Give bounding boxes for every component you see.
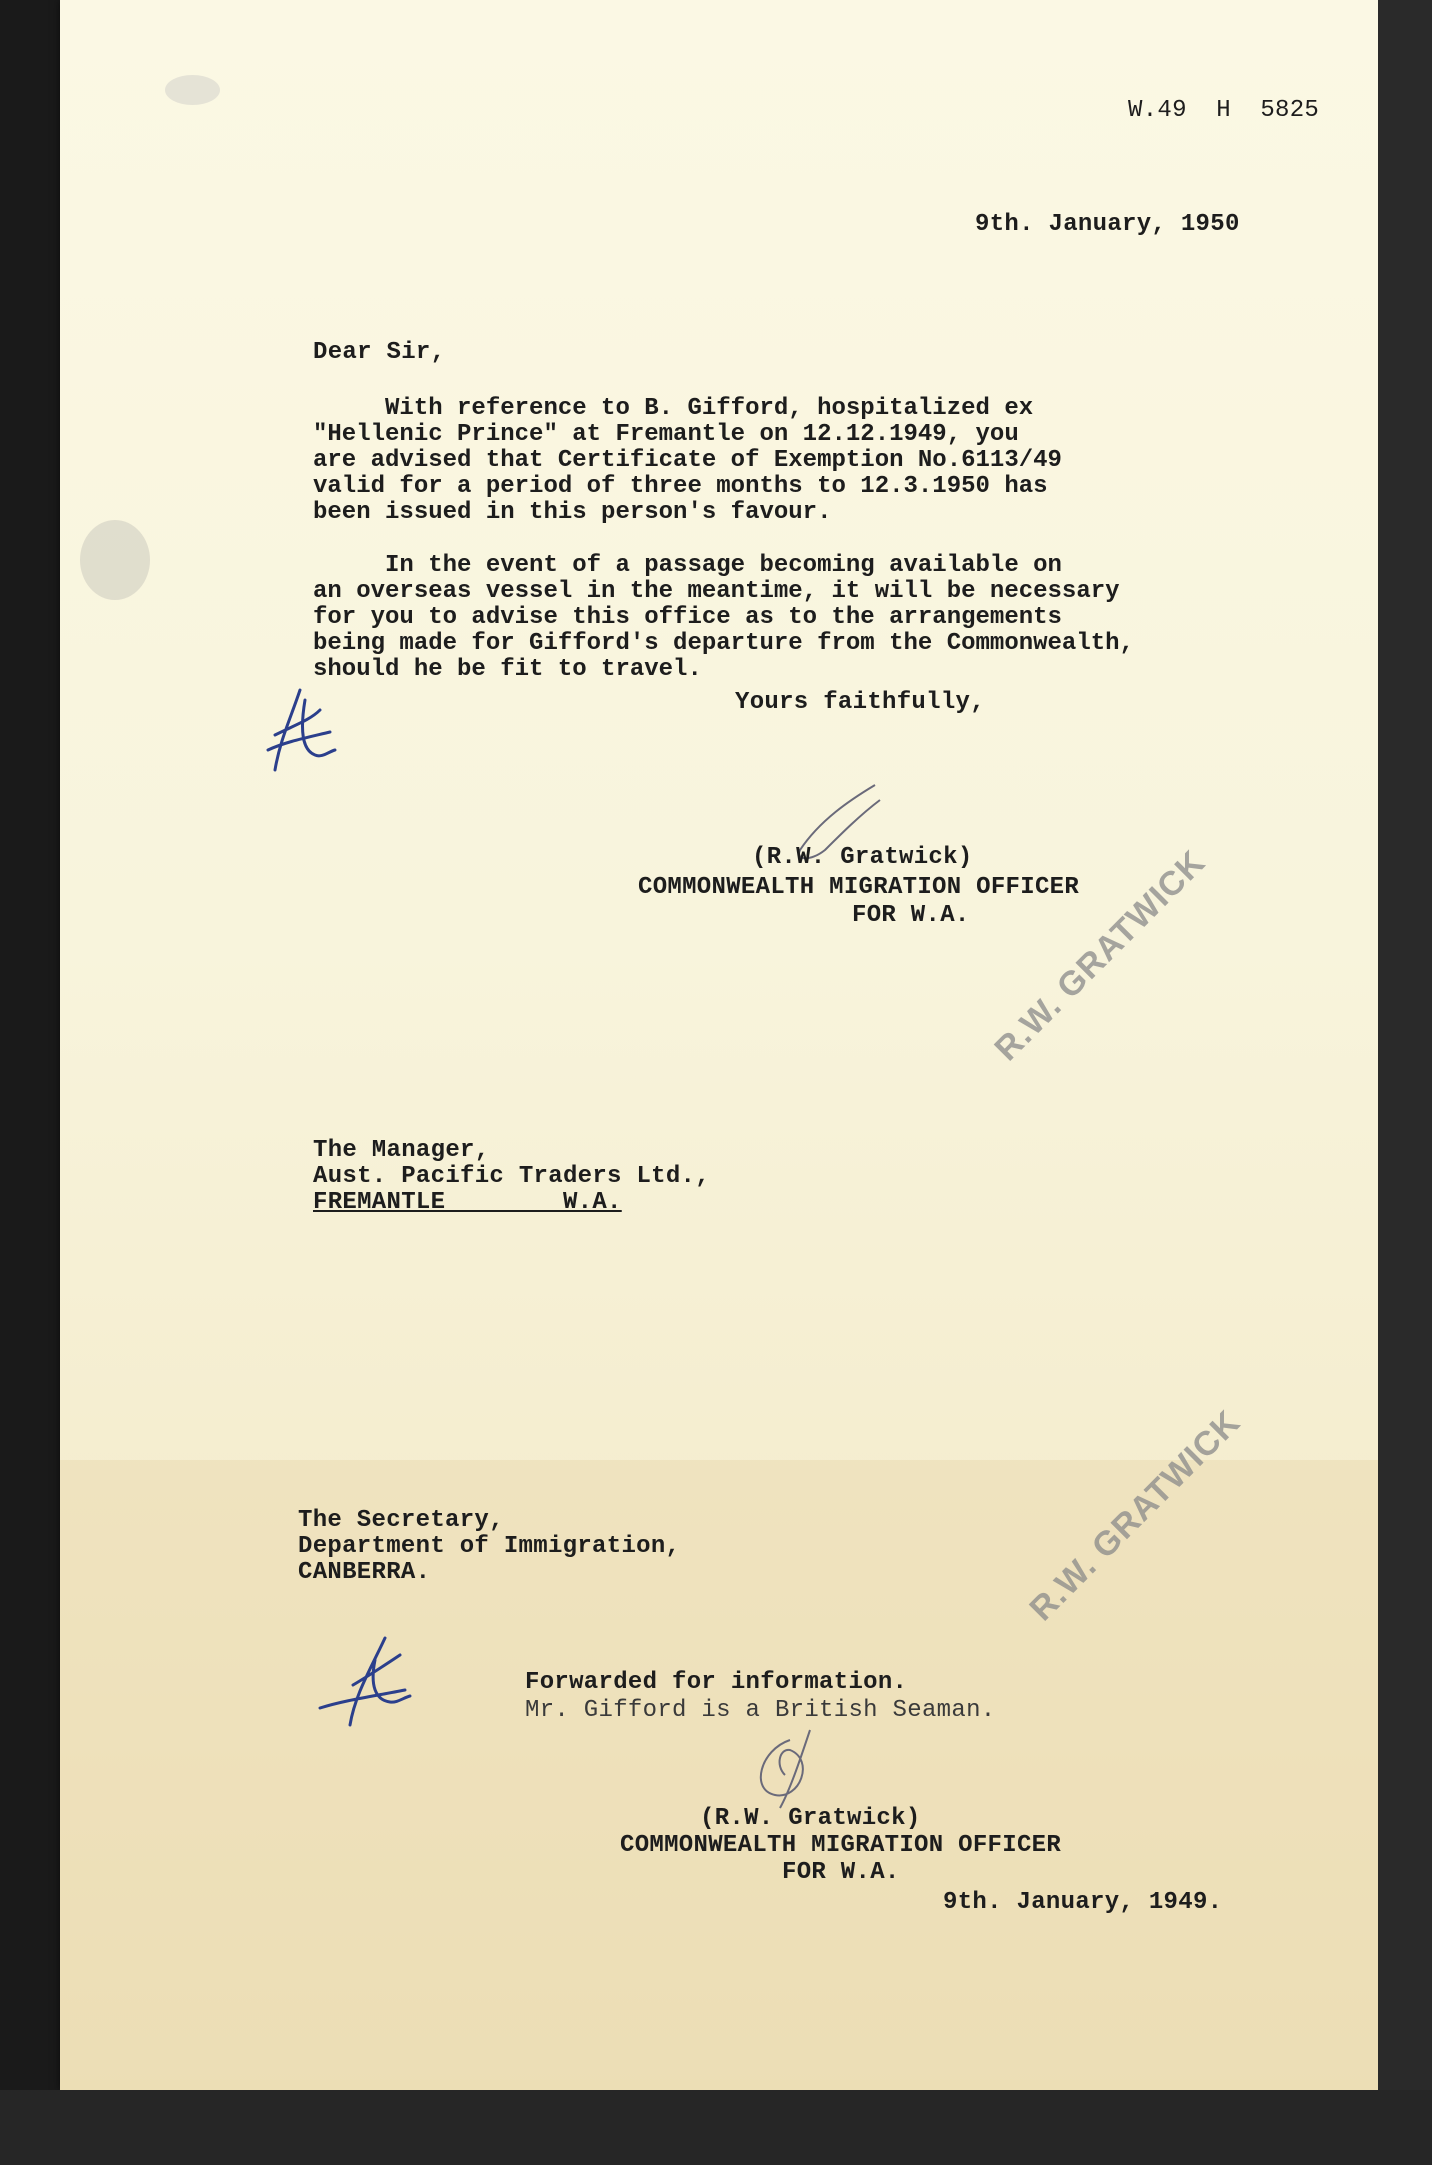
forward-note: Mr. Gifford is a British Seaman. <box>525 1697 996 1724</box>
addressee-line: FREMANTLE W.A. <box>313 1189 622 1216</box>
forward-addressee-line: The Secretary, <box>298 1507 504 1534</box>
paragraph-1 <box>313 396 1062 526</box>
initials-signature <box>260 680 350 780</box>
forward-addressee-line: Department of Immigration, <box>298 1533 681 1560</box>
paragraph-2-line: In the event of a passage becoming available on <box>313 552 1062 579</box>
paragraph-2-line: should he be fit to travel. <box>313 656 702 683</box>
forward-signatory-region: FOR W.A. <box>782 1859 900 1886</box>
paragraph-1-line: "Hellenic Prince" at Fremantle on 12.12.1949, you <box>313 421 1019 448</box>
paragraph-2 <box>313 553 1134 683</box>
paragraph-1-line: valid for a period of three months to 12.3.1950 has <box>313 473 1048 500</box>
letter-date: 9th. January, 1950 <box>975 211 1240 238</box>
paper-stain <box>80 520 150 600</box>
initials-signature <box>315 1630 425 1730</box>
signatory-title: COMMONWEALTH MIGRATION OFFICER <box>638 874 1080 901</box>
signatory-name: (R.W. Gratwick) <box>752 844 973 871</box>
forward-note-heading: Forwarded for information. <box>525 1669 908 1696</box>
paper-discoloration <box>60 1460 1378 2090</box>
signature-scribble <box>730 1720 860 1810</box>
file-reference: W.49 H 5825 <box>1128 97 1320 124</box>
paragraph-1-line: been issued in this person's favour. <box>313 499 832 526</box>
paragraph-1-line: are advised that Certificate of Exemption No.6113/49 <box>313 447 1062 474</box>
forward-date: 9th. January, 1949. <box>943 1889 1223 1916</box>
scan-border-bottom <box>0 2090 1432 2165</box>
paragraph-2-line: for you to advise this office as to the arrangements <box>313 604 1062 631</box>
name-stamp: R.W. GRATWICK <box>987 843 1213 1069</box>
addressee-line: The Manager, <box>313 1137 490 1164</box>
forward-signatory-title: COMMONWEALTH MIGRATION OFFICER <box>620 1832 1062 1859</box>
scan-border-right <box>1378 0 1432 2165</box>
closing: Yours faithfully, <box>735 689 985 716</box>
signatory-region: FOR W.A. <box>852 902 970 929</box>
paragraph-1-line: With reference to B. Gifford, hospitalized ex <box>313 395 1034 422</box>
paragraph-2-line: an overseas vessel in the meantime, it will be necessary <box>313 578 1120 605</box>
addressee-line: Aust. Pacific Traders Ltd., <box>313 1163 710 1190</box>
paper-stain <box>165 75 220 105</box>
forward-signatory-name: (R.W. Gratwick) <box>700 1805 921 1832</box>
forward-addressee-line: CANBERRA. <box>298 1559 431 1586</box>
name-stamp: R.W. GRATWICK <box>1022 1403 1248 1629</box>
paragraph-2-line: being made for Gifford's departure from the Commonwealth, <box>313 630 1134 657</box>
salutation: Dear Sir, <box>313 339 446 366</box>
